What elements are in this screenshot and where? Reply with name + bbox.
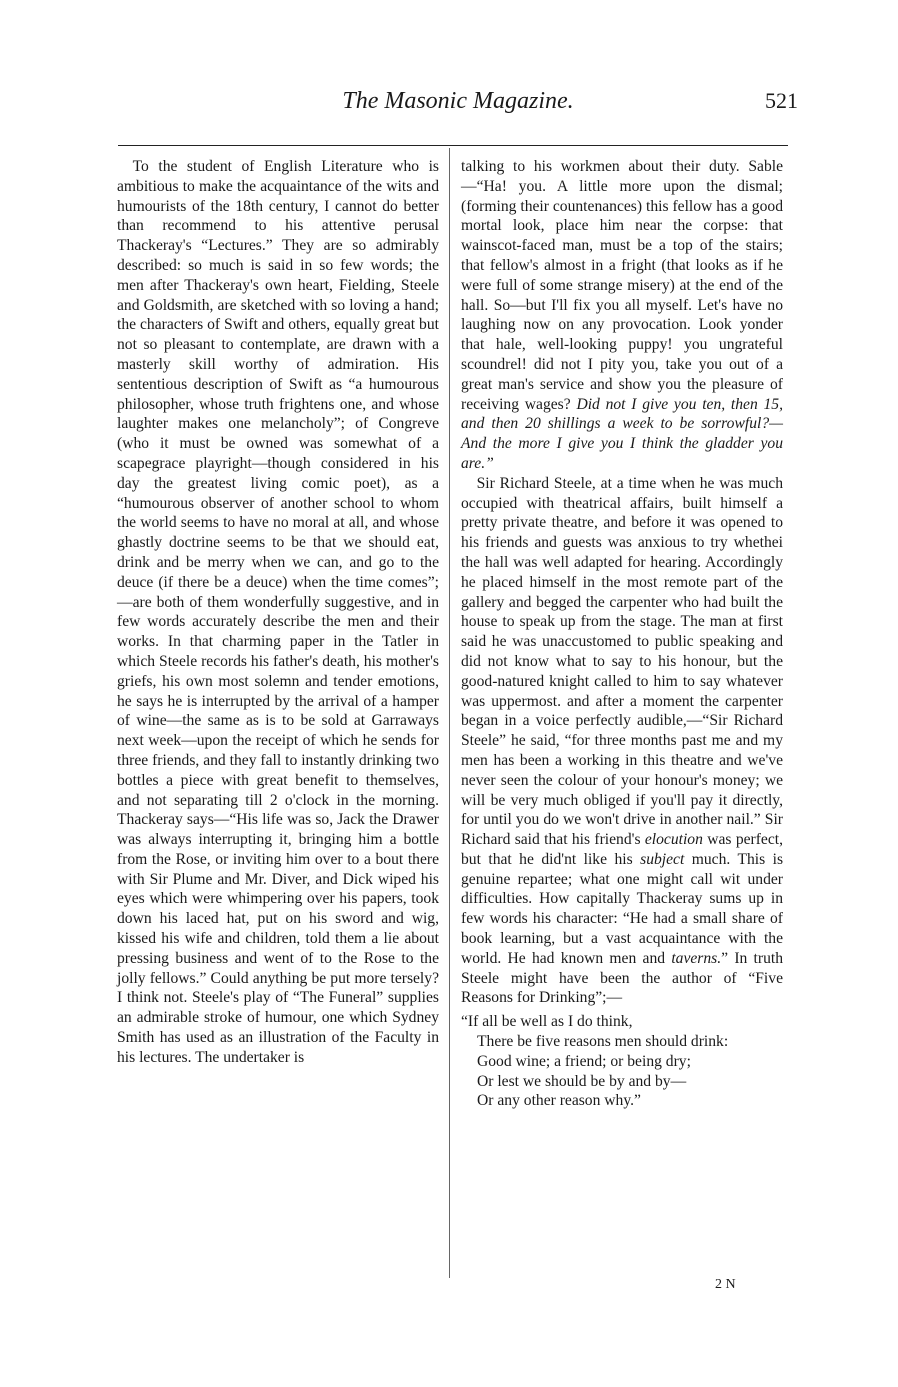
undertaker-italic-text: Did not I give you ten, then 15, and then 20 shillings a week to be sorrowful?—And the more I give you I think the gladder you are.”	[461, 395, 784, 472]
verse-five-reasons	[461, 1012, 783, 1111]
verse-line: “If all be well as I do think,	[461, 1013, 633, 1031]
steele-text-b: was perfect, but that he did'nt like his	[461, 831, 783, 868]
steele-text-c: much. This is genuine repartee; what one might call wit under difficulties. How capitally Thackeray sums up in few words his character: “He had a small share of book learning, but a vast acquaintance with the world. He had known men and	[461, 850, 784, 967]
paragraph-steele-theatre	[461, 474, 783, 1009]
page-title: The Masonic Magazine.	[342, 88, 574, 114]
header-rule	[118, 145, 788, 146]
italic-subject: subject	[640, 850, 685, 868]
right-column	[461, 157, 783, 1111]
paragraph-undertaker	[461, 157, 783, 474]
left-column	[117, 157, 439, 1068]
paragraph-thackeray-lectures: To the student of English Literature who is ambitious to make the acquaintance of the wits and humourists of the 18th century, I cannot do better than recommend to his attentive perusal Thackeray's “Lectures.” They are so admirably described: so much is said in so few words; the men after Thackeray's own heart, Fielding, Steele and Goldsmith, are sketched with so loving a hand; the characters of Swift and others, equally great but not so pleasant to contemplate, are drawn with a masterly skill worthy of admiration. His sententious description of Swift as “a humourous philosopher, whose truth frightens one, and whose laughter makes one melancholy”; of Congreve (who it must be owned was somewhat of a scapegrace playright—though considered in his day the greatest living comic poet), as a “humourous observer of another school to whom the world seems to have no moral at all, and whose ghastly doctrine seems to be that we should eat, drink and be merry when we can, and go to the deuce (if there be a deuce) when the time comes”;—are both of them wonderfully suggestive, and in few words accurately describe the men and their works. In that charming paper in the Tatler in which Steele records his father's death, his mother's griefs, his own most solemn and tender emotions, he says he is interrupted by the arrival of a hamper of wine—the same as is to be sold at Garraways next week—upon the receipt of which he sends for three friends, and they fall to instantly drinking two bottles a piece with great benefit to themselves, and not separating till 2 o'clock in the morning. Thackeray says—“His life was so, Jack the Drawer was always interrupting it, bringing him a bottle from the Rose, or inviting him over to a bout there with Sir Plume and Mr. Diver, and Dick wiped his eyes which were whimpering over his papers, took down his laced hat, put on his sword and wig, kissed his wife and children, told them a lie about pressing business and went of to the Rose to the jolly fellows.” Could anything be put more tersely? I think not. Steele's play of “The Funeral” supplies an admirable stroke of humour, one which Sydney Smith has used as an illustration of the Faculty in his lectures. The undertaker is	[117, 158, 439, 1066]
steele-text-a: Sir Richard Steele, at a time when he was much occupied with theatrical affairs, built himself a pretty private theatre, and before it was opened to his friends and guests was anxious to try whethei the hall was well adapted for hearing. Accordingly he placed himself in the most remote part of the gallery and begged the carpenter who had built the house to speak up from the stage. The man at first said he was unaccustomed to public speaking and did not know what to say to his honour, but the good-natured knight called to him to say whatever was uppermost. and after a moment the carpenter began in a voice perfectly audible,—“Sir Richard Steele” he said, “for three months past me and my men has been a working in this theatre and we've never seen the colour of your honour's money; we will be very much obliged if you'll pay it directly, for until you do we won't drive in another nail.” Sir Richard said that his friend's	[461, 474, 783, 849]
verse-line: Good wine; a friend; or being dry;	[477, 1052, 691, 1070]
page-number: 521	[765, 88, 798, 113]
column-divider	[449, 148, 450, 1278]
steele-text-d: ” In truth Steele might have been the author of “Five Reasons for Drinking”;—	[461, 949, 784, 1007]
verse-line: Or any other reason why.”	[477, 1092, 641, 1110]
verse-line: There be five reasons men should drink:	[477, 1033, 729, 1051]
running-header	[118, 88, 798, 128]
undertaker-text: talking to his workmen about their duty. Sable—“Ha! you. A little more upon the dismal; (forming their countenances) this fellow has a good mortal look, place him near the corpse: that wainscot-faced man, must be a top of the stairs; that fellow's almost in a fright (that looks as if he were full of some strange misery) at the end of the hall. So—but I'll fix you all myself. Let's have no laughing now on any provocation. Look yonder that hale, well-looking puppy! you ungrateful scoundrel! did not I pity you, take you out of a great man's service and show you the pleasure of receiving wages?	[461, 158, 783, 413]
italic-taverns: taverns.	[671, 949, 722, 967]
italic-elocution: elocution	[644, 831, 703, 849]
signature-mark: 2 N	[715, 1277, 736, 1292]
verse-line: Or lest we should be by and by—	[477, 1072, 687, 1090]
